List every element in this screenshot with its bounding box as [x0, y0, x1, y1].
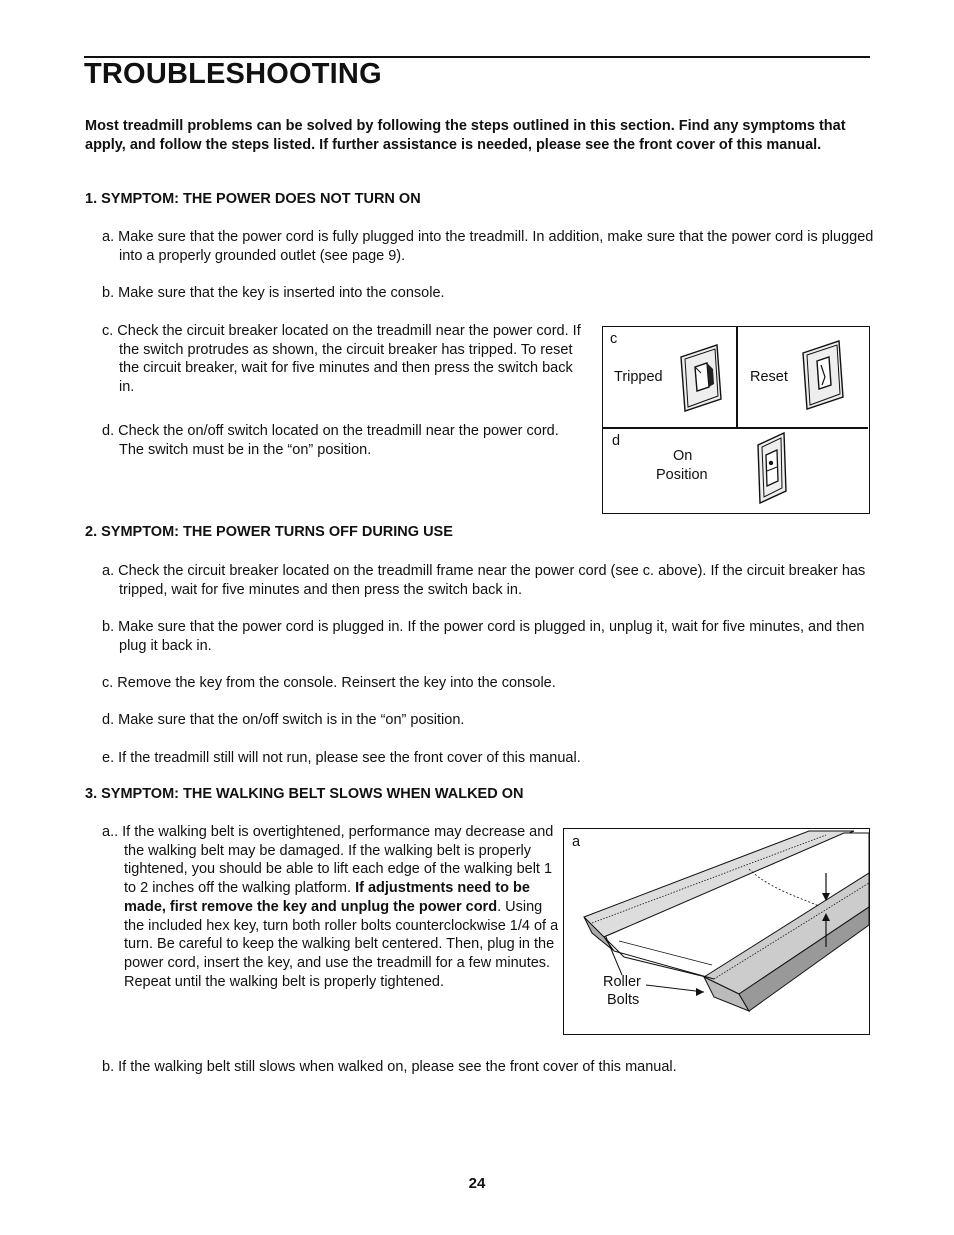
tripped-switch-icon — [677, 343, 725, 413]
on-label-line-2: Position — [656, 467, 708, 483]
tripped-label: Tripped — [614, 369, 663, 385]
on-off-switch-icon — [755, 431, 789, 505]
intro-paragraph: Most treadmill problems can be solved by following the steps outlined in this section. Find any symptoms that apply, and follow the steps listed. If further assistance is needed, please see the front cover of this manual. — [85, 118, 846, 153]
symptom-3-step-a — [102, 823, 564, 991]
symptom-2-heading: 2. SYMPTOM: THE POWER TURNS OFF DURING USE — [85, 524, 453, 540]
figure-label-c: c — [610, 331, 618, 347]
symptom-2-step-d: d. Make sure that the on/off switch is in the “on” position. — [102, 712, 465, 728]
page-title: TROUBLESHOOTING — [84, 58, 382, 90]
symptom-1-step-c: c. Check the circuit breaker located on the treadmill near the power cord. If the switch protrudes as shown, the circuit breaker has tripped. To reset the circuit breaker, wait for five minutes and then press the switch back in. — [102, 323, 581, 396]
treadmill-deck-illustration — [564, 829, 869, 1034]
step-a-text-2: . Using the included hex key, turn both roller bolts counterclockwise 1/4 of a turn. Be careful to keep the walking belt centered. Then, plug in the power cord, insert the key, and use the treadmill for a few minutes. Repeat until the walking belt is properly tightened. — [124, 898, 559, 990]
switch-figure — [602, 326, 870, 514]
symptom-1-step-d: d. Check the on/off switch located on the treadmill near the power cord. The switch must be in the “on” position. — [102, 423, 559, 458]
figure-divider-vertical — [736, 327, 738, 428]
figure-label-d: d — [612, 433, 621, 449]
symptom-2-step-e: e. If the treadmill still will not run, please see the front cover of this manual. — [102, 750, 581, 766]
step-a-text-1: a.. If the walking belt is overtightened, performance may decrease and the walking belt may be damaged. If the walking belt is properly tightened, you should be able to lift each edge of the walking belt 1 to 2 inches off the walking platform. — [102, 824, 554, 897]
reset-switch-icon — [799, 339, 847, 411]
symptom-1-step-a: a. Make sure that the power cord is fully plugged into the treadmill. In addition, make sure that the power cord is plugged into a properly grounded outlet (see page 9). — [102, 229, 874, 264]
figure-divider-horizontal — [603, 427, 868, 429]
roller-label: Roller — [603, 974, 641, 990]
symptom-1-step-b: b. Make sure that the key is inserted into the console. — [102, 285, 445, 301]
on-label-line-1: On — [673, 448, 693, 464]
figure-label-a: a — [572, 834, 581, 850]
symptom-1-heading: 1. SYMPTOM: THE POWER DOES NOT TURN ON — [85, 191, 421, 207]
bolts-label: Bolts — [607, 992, 640, 1008]
step-a-warning: If adjustments need to be made, first remove the key and unplug the power cord — [124, 880, 530, 915]
symptom-3-heading: 3. SYMPTOM: THE WALKING BELT SLOWS WHEN WALKED ON — [85, 786, 524, 802]
symptom-2-step-a: a. Check the circuit breaker located on the treadmill frame near the power cord (see c. above). If the circuit breaker has tripped, wait for five minutes and then press the switch back in. — [102, 563, 866, 598]
symptom-3-step-b: b. If the walking belt still slows when walked on, please see the front cover of this manual. — [102, 1059, 677, 1075]
page-number: 24 — [468, 1175, 486, 1192]
symptom-2-step-c: c. Remove the key from the console. Reinsert the key into the console. — [102, 675, 556, 691]
reset-label: Reset — [750, 369, 788, 385]
belt-figure — [563, 828, 870, 1035]
symptom-2-step-b: b. Make sure that the power cord is plugged in. If the power cord is plugged in, unplug it, wait for five minutes, and then plug it back in. — [102, 619, 865, 654]
